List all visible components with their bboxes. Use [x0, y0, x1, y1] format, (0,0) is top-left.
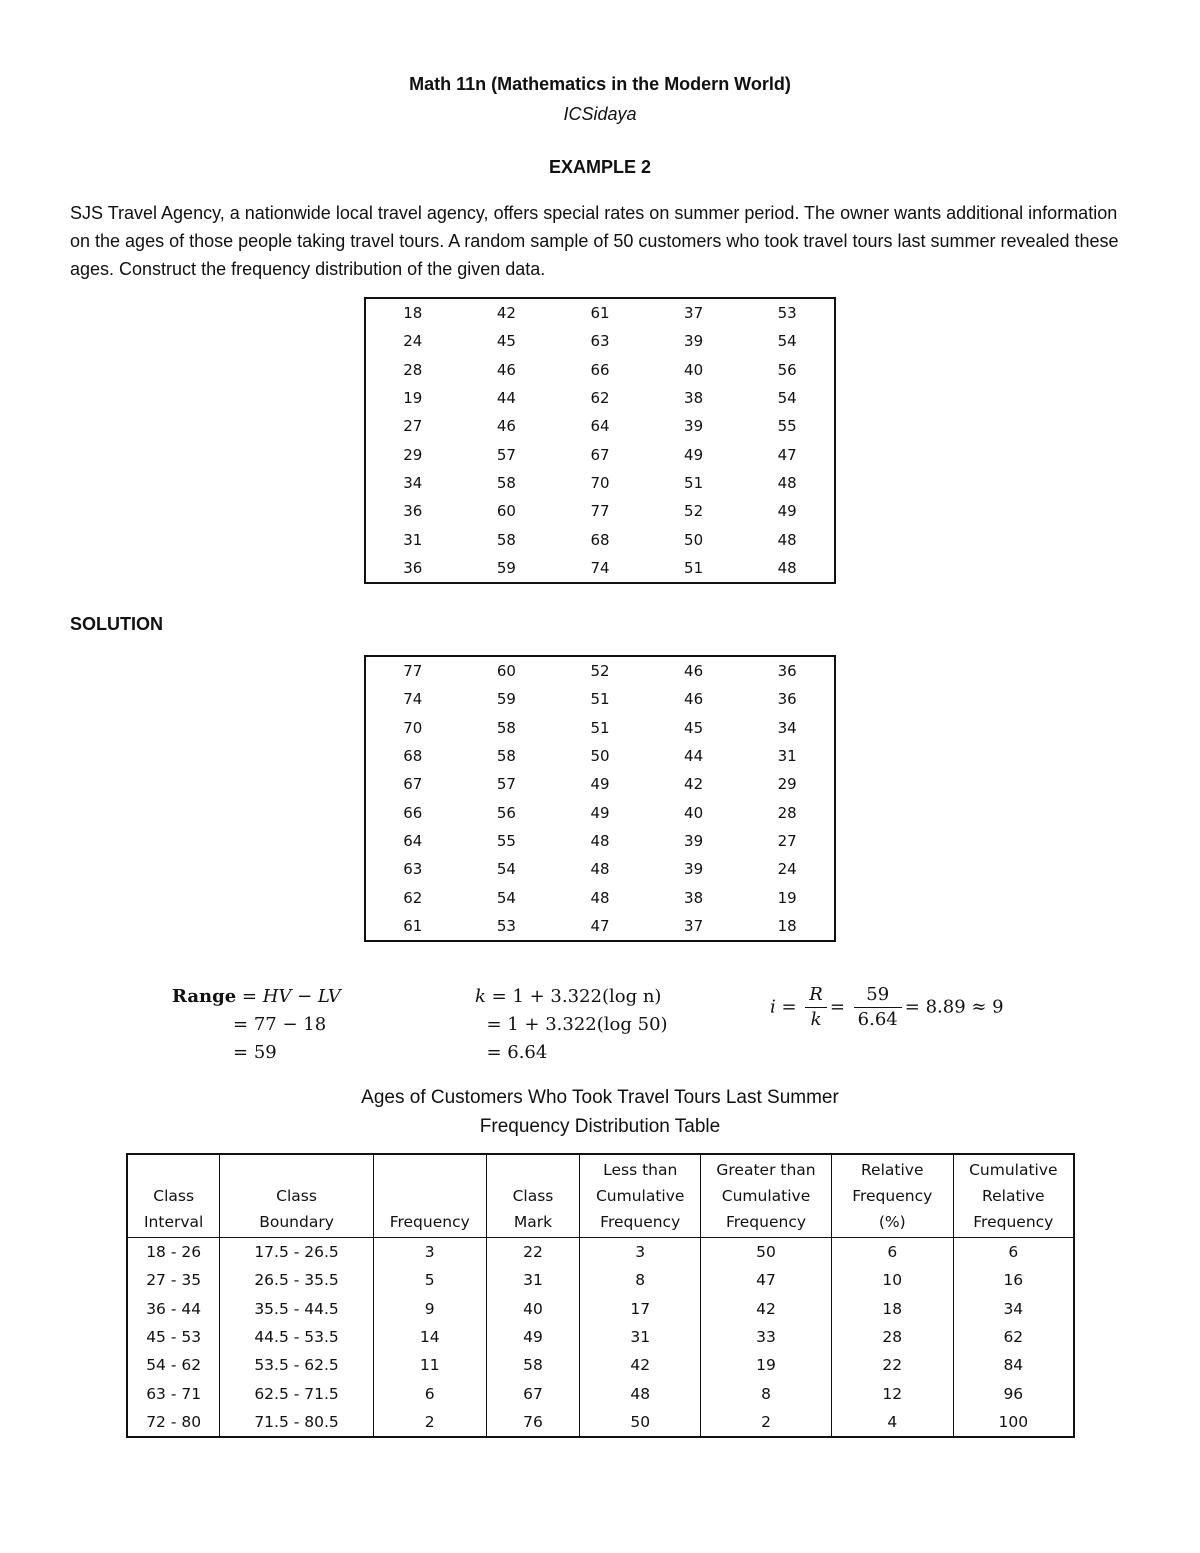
fdt-cell: 22 — [831, 1351, 953, 1379]
table-row — [365, 356, 835, 384]
table-cell: 18 — [403, 304, 423, 323]
fdt-cell: 84 — [953, 1351, 1074, 1379]
table-cell: 52 — [684, 502, 704, 521]
table-cell: 58 — [496, 718, 516, 737]
range-label: Range — [172, 986, 237, 1007]
fdt-header-cell — [580, 1154, 701, 1238]
fdt-row — [127, 1295, 1074, 1323]
table-cell: 36 — [777, 690, 797, 709]
table-cell: 46 — [496, 360, 516, 379]
fdt-header-line: Frequency — [600, 1213, 681, 1231]
fdt-title-line1: Ages of Customers Who Took Travel Tours Last Summer — [361, 1087, 839, 1108]
fdt-header-line: Cumulative — [721, 1187, 811, 1205]
k-formula-line1: k = 1 + 3.322(log n) — [475, 986, 662, 1007]
table-cell: 40 — [684, 360, 704, 379]
fdt-cell: 71.5 - 80.5 — [220, 1408, 374, 1437]
table-cell: 51 — [684, 473, 704, 492]
range-formula-line3: = 59 — [233, 1042, 277, 1063]
fdt-cell: 40 — [486, 1295, 580, 1323]
fdt-cell: 9 — [373, 1295, 486, 1323]
table-row — [365, 685, 835, 713]
fdt-cell: 17.5 - 26.5 — [220, 1238, 374, 1267]
table-cell: 36 — [403, 502, 423, 521]
k-formula-line3: = 6.64 — [475, 1042, 548, 1063]
fdt-header-line: Less than — [603, 1161, 678, 1179]
fdt-cell: 6 — [953, 1238, 1074, 1267]
table-cell: 49 — [590, 775, 610, 794]
fdt-cell: 58 — [486, 1351, 580, 1379]
fdt-header-cell — [953, 1154, 1074, 1238]
fdt-cell: 10 — [831, 1266, 953, 1294]
fdt-cell: 31 — [580, 1323, 701, 1351]
table-row — [365, 497, 835, 525]
fraction-59-over-664 — [854, 984, 902, 1031]
table-cell: 38 — [684, 888, 704, 907]
fdt-cell: 8 — [580, 1266, 701, 1294]
table-cell: 44 — [496, 389, 516, 408]
fdt-cell: 72 - 80 — [127, 1408, 220, 1437]
table-cell: 31 — [403, 530, 423, 549]
fdt-row — [127, 1266, 1074, 1294]
fdt-row — [127, 1379, 1074, 1407]
fdt-cell: 16 — [953, 1266, 1074, 1294]
fdt-header-line: Class — [153, 1187, 195, 1205]
table-cell: 45 — [496, 332, 516, 351]
table-cell: 54 — [777, 389, 797, 408]
fraction-denominator-664: 6.64 — [857, 1009, 898, 1030]
fdt-header-cell — [831, 1154, 953, 1238]
i-result: 8.89 ≈ 9 — [925, 996, 1004, 1018]
fdt-header-line: Cumulative — [595, 1187, 685, 1205]
table-cell: 67 — [590, 445, 610, 464]
fdt-header-line: Class — [276, 1187, 317, 1205]
fdt-cell: 54 - 62 — [127, 1351, 220, 1379]
solution-heading: SOLUTION — [70, 614, 163, 634]
table-cell: 46 — [684, 662, 704, 681]
fdt-cell: 96 — [953, 1379, 1074, 1407]
fdt-cell: 50 — [701, 1238, 832, 1267]
table-cell: 29 — [777, 775, 797, 794]
fdt-header-line: Frequency — [389, 1213, 470, 1231]
table-cell: 46 — [684, 690, 704, 709]
table-cell: 42 — [496, 304, 516, 323]
table-cell: 70 — [403, 718, 423, 737]
fdt-header-line: Boundary — [259, 1213, 334, 1231]
fdt-cell: 4 — [831, 1408, 953, 1437]
table-cell: 48 — [590, 860, 610, 879]
table-cell: 74 — [590, 558, 610, 577]
fdt-cell: 19 — [701, 1351, 832, 1379]
fdt-cell: 100 — [953, 1408, 1074, 1437]
table-cell: 68 — [590, 530, 610, 549]
table-cell: 67 — [403, 775, 423, 794]
table-cell: 58 — [496, 747, 516, 766]
table-cell: 54 — [496, 888, 516, 907]
fdt-cell: 33 — [701, 1323, 832, 1351]
table-cell: 46 — [496, 417, 516, 436]
table-cell: 27 — [403, 417, 423, 436]
table-cell: 38 — [684, 389, 704, 408]
table-cell: 53 — [777, 304, 797, 323]
k-symbol: k — [475, 986, 486, 1007]
fdt-cell: 45 - 53 — [127, 1323, 220, 1351]
table-cell: 61 — [590, 304, 610, 323]
range-substitution: 77 − 18 — [253, 1014, 327, 1035]
fdt-title — [0, 1083, 1200, 1141]
fdt-cell: 63 - 71 — [127, 1379, 220, 1407]
table-cell: 34 — [777, 718, 797, 737]
table-row — [365, 912, 835, 941]
table-cell: 59 — [496, 690, 516, 709]
fdt-header-row — [127, 1154, 1074, 1238]
table-cell: 66 — [590, 360, 610, 379]
i-formula: i = $\frac{R}{k}$ = $\frac{59}{6.64}$ = 8.89 ≈ 9 — [770, 984, 1004, 1030]
table-cell: 63 — [403, 860, 423, 879]
fdt-cell: 53.5 - 62.5 — [220, 1351, 374, 1379]
table-cell: 54 — [496, 860, 516, 879]
fdt-cell: 31 — [486, 1266, 580, 1294]
range-result: 59 — [253, 1042, 277, 1063]
table-cell: 39 — [684, 860, 704, 879]
fdt-row — [127, 1238, 1074, 1267]
fdt-cell: 3 — [580, 1238, 701, 1267]
fdt-cell: 12 — [831, 1379, 953, 1407]
problem-statement: SJS Travel Agency, a nationwide local travel agency, offers special rates on summer period. The owner wants additional information on the ages of those people taking travel tours. A random sample of 50 customers who took travel tours last summer revealed these ages. Construct the frequency distribution of the given data. — [70, 203, 1119, 279]
fdt-cell: 34 — [953, 1295, 1074, 1323]
fdt-cell: 3 — [373, 1238, 486, 1267]
table-cell: 28 — [777, 803, 797, 822]
table-cell: 74 — [403, 690, 423, 709]
table-cell: 39 — [684, 417, 704, 436]
table-cell: 47 — [777, 445, 797, 464]
fdt-row — [127, 1408, 1074, 1437]
fraction-numerator-59: 59 — [854, 984, 902, 1008]
frequency-distribution-table — [126, 1153, 1075, 1438]
fdt-cell: 18 - 26 — [127, 1238, 220, 1267]
table-cell: 39 — [684, 831, 704, 850]
range-expr: HV − LV — [262, 986, 341, 1007]
table-row — [365, 742, 835, 770]
table-cell: 54 — [777, 332, 797, 351]
fdt-header-line: Mark — [513, 1213, 553, 1231]
fdt-cell: 67 — [486, 1379, 580, 1407]
table-cell: 68 — [403, 747, 423, 766]
fdt-cell: 35.5 - 44.5 — [220, 1295, 374, 1323]
table-row — [365, 770, 835, 798]
table-cell: 39 — [684, 332, 704, 351]
fdt-cell: 48 — [580, 1379, 701, 1407]
table-cell: 60 — [496, 662, 516, 681]
fdt-cell: 62 — [953, 1323, 1074, 1351]
fdt-cell: 14 — [373, 1323, 486, 1351]
fdt-cell: 2 — [373, 1408, 486, 1437]
author-name: ICSidaya — [563, 104, 637, 124]
table-row — [365, 525, 835, 553]
table-row — [365, 327, 835, 355]
table-cell: 56 — [496, 803, 516, 822]
fdt-cell: 6 — [373, 1379, 486, 1407]
table-cell: 24 — [403, 332, 423, 351]
fdt-row — [127, 1323, 1074, 1351]
table-cell: 57 — [496, 775, 516, 794]
fdt-header-line: Class — [512, 1187, 554, 1205]
table-row — [365, 714, 835, 742]
table-cell: 58 — [496, 530, 516, 549]
table-cell: 40 — [684, 803, 704, 822]
table-cell: 50 — [590, 747, 610, 766]
table-cell: 55 — [777, 417, 797, 436]
table-cell: 34 — [403, 473, 423, 492]
table-cell: 55 — [496, 831, 516, 850]
fdt-header-cell — [701, 1154, 832, 1238]
table-cell: 24 — [777, 860, 797, 879]
fdt-cell: 28 — [831, 1323, 953, 1351]
fdt-cell: 18 — [831, 1295, 953, 1323]
fdt-header-line: Frequency — [973, 1213, 1054, 1231]
fdt-cell: 76 — [486, 1408, 580, 1437]
fdt-cell: 36 - 44 — [127, 1295, 220, 1323]
table-cell: 48 — [777, 473, 797, 492]
table-cell: 48 — [777, 558, 797, 577]
fdt-cell: 17 — [580, 1295, 701, 1323]
table-cell: 60 — [496, 502, 516, 521]
fdt-cell: 44.5 - 53.5 — [220, 1323, 374, 1351]
table-cell: 37 — [684, 916, 704, 935]
fdt-cell: 6 — [831, 1238, 953, 1267]
table-cell: 64 — [590, 417, 610, 436]
fdt-cell: 47 — [701, 1266, 832, 1294]
example-heading: EXAMPLE 2 — [548, 157, 652, 177]
fdt-header-cell — [220, 1154, 374, 1238]
table-cell: 27 — [777, 831, 797, 850]
table-cell: 70 — [590, 473, 610, 492]
table-cell: 62 — [590, 389, 610, 408]
k-expr: 1 + 3.322(log n) — [512, 986, 662, 1007]
table-row — [365, 656, 835, 685]
fdt-row — [127, 1351, 1074, 1379]
table-cell: 45 — [684, 718, 704, 737]
range-formula-line1: Range = HV − LV — [172, 986, 341, 1007]
fdt-cell: 42 — [580, 1351, 701, 1379]
table-cell: 19 — [403, 389, 423, 408]
fraction-numerator-r: R — [805, 984, 827, 1008]
fdt-cell: 62.5 - 71.5 — [220, 1379, 374, 1407]
table-row — [365, 798, 835, 826]
table-cell: 59 — [496, 558, 516, 577]
table-cell: 18 — [777, 916, 797, 935]
table-cell: 64 — [403, 831, 423, 850]
table-cell: 42 — [684, 775, 704, 794]
table-cell: 19 — [777, 888, 797, 907]
table-cell: 50 — [684, 530, 704, 549]
table-cell: 62 — [403, 888, 423, 907]
fdt-cell: 50 — [580, 1408, 701, 1437]
fdt-header-line: Cumulative — [969, 1161, 1058, 1179]
fdt-cell: 22 — [486, 1238, 580, 1267]
table-row — [365, 412, 835, 440]
table-cell: 44 — [684, 747, 704, 766]
table-cell: 47 — [590, 916, 610, 935]
fdt-header-cell — [373, 1154, 486, 1238]
table-cell: 49 — [777, 502, 797, 521]
fdt-header-line: Relative — [982, 1187, 1045, 1205]
fdt-header-cell — [127, 1154, 220, 1238]
fdt-cell: 26.5 - 35.5 — [220, 1266, 374, 1294]
table-cell: 48 — [590, 831, 610, 850]
fdt-cell: 49 — [486, 1323, 580, 1351]
table-cell: 57 — [496, 445, 516, 464]
table-cell: 51 — [590, 690, 610, 709]
fdt-cell: 11 — [373, 1351, 486, 1379]
k-formula-line2: = 1 + 3.322(log 50) — [475, 1014, 668, 1035]
table-row — [365, 554, 835, 583]
table-row — [365, 855, 835, 883]
table-cell: 48 — [777, 530, 797, 549]
table-cell: 37 — [684, 304, 704, 323]
fdt-header-line: Relative — [860, 1161, 924, 1179]
table-cell: 51 — [684, 558, 704, 577]
table-row — [365, 440, 835, 468]
fdt-header-line: Frequency — [725, 1213, 807, 1231]
table-row — [365, 883, 835, 911]
table-cell: 53 — [496, 916, 516, 935]
table-cell: 28 — [403, 360, 423, 379]
table-cell: 63 — [590, 332, 610, 351]
range-formula-line2: = 77 − 18 — [233, 1014, 327, 1035]
k-substitution: 1 + 3.322(log 50) — [507, 1014, 668, 1035]
table-cell: 29 — [403, 445, 423, 464]
fdt-header-line: Frequency — [852, 1187, 933, 1205]
table-row — [365, 384, 835, 412]
fdt-title-line2: Frequency Distribution Table — [479, 1116, 721, 1137]
table-cell: 58 — [496, 473, 516, 492]
fdt-cell: 42 — [701, 1295, 832, 1323]
fdt-header-line: Interval — [143, 1213, 204, 1231]
table-cell: 52 — [590, 662, 610, 681]
k-result: 6.64 — [507, 1042, 548, 1063]
raw-data-table — [364, 297, 836, 584]
table-cell: 56 — [777, 360, 797, 379]
table-cell: 48 — [590, 888, 610, 907]
fraction-denominator-k: k — [810, 1009, 822, 1030]
fdt-cell: 5 — [373, 1266, 486, 1294]
table-cell: 51 — [590, 718, 610, 737]
fdt-cell: 8 — [701, 1379, 832, 1407]
table-cell: 49 — [684, 445, 704, 464]
i-symbol: i — [770, 996, 776, 1018]
course-title: Math 11n (Mathematics in the Modern World) — [409, 74, 791, 94]
table-cell: 49 — [590, 803, 610, 822]
table-row — [365, 298, 835, 327]
table-cell: 36 — [403, 558, 423, 577]
fdt-header-line: (%) — [878, 1213, 906, 1231]
fraction-r-over-k — [805, 984, 827, 1031]
table-cell: 31 — [777, 747, 797, 766]
fdt-header-cell — [486, 1154, 580, 1238]
table-cell: 36 — [777, 662, 797, 681]
table-cell: 77 — [403, 662, 423, 681]
table-row — [365, 827, 835, 855]
fdt-header-line: Greater than — [716, 1161, 816, 1179]
fdt-cell: 2 — [701, 1408, 832, 1437]
table-cell: 66 — [403, 803, 423, 822]
table-row — [365, 469, 835, 497]
fdt-cell: 27 - 35 — [127, 1266, 220, 1294]
sorted-data-table — [364, 655, 836, 942]
table-cell: 61 — [403, 916, 423, 935]
table-cell: 77 — [590, 502, 610, 521]
